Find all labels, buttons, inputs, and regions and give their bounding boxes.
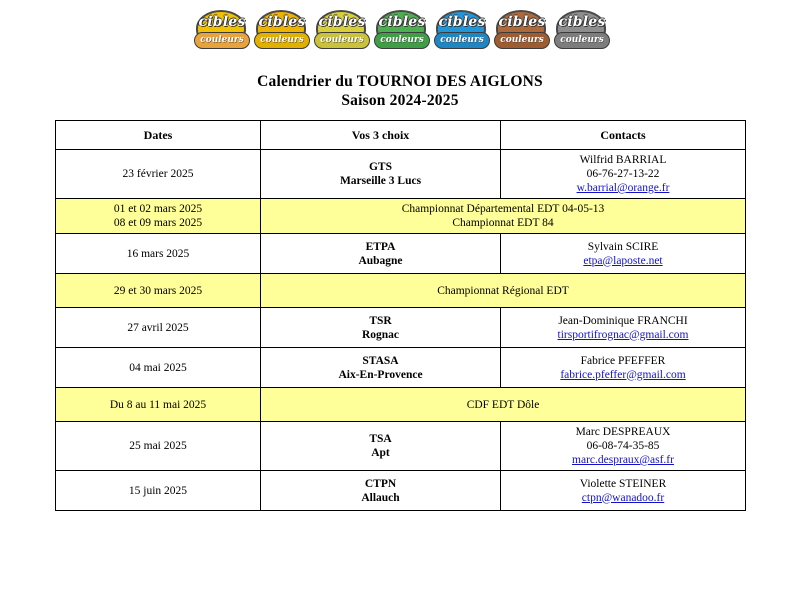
table-header-row <box>56 121 746 150</box>
logo-wordmark: cibles <box>378 14 426 30</box>
text-line: CTPN <box>364 477 397 490</box>
logo-ribbon <box>374 32 430 49</box>
logo-ribbon-label: couleurs <box>500 35 544 45</box>
page-title: Calendrier du TOURNOI DES AIGLONS <box>257 73 543 90</box>
text-line: 08 et 09 mars 2025 <box>113 217 203 229</box>
table-row <box>56 308 746 348</box>
logo-ribbon <box>434 32 490 49</box>
text-line: Marc DESPREAUX <box>575 426 671 438</box>
contact-email-link[interactable]: ctpn@wanadoo.fr <box>581 491 665 504</box>
logo-ribbon-label: couleurs <box>440 35 484 45</box>
logo-wordmark: cibles <box>198 14 246 30</box>
column-header-choices: Vos 3 choix <box>261 121 501 150</box>
contact-email-link[interactable]: etpa@laposte.net <box>583 254 663 267</box>
text-line: Wilfrid BARRIAL <box>579 154 667 166</box>
text-line: Sylvain SCIRE <box>587 240 659 253</box>
cell-contact <box>501 150 746 199</box>
table-row <box>56 422 746 471</box>
text-line: GTS <box>368 161 392 173</box>
column-header-dates: Dates <box>56 121 261 150</box>
cell-contact <box>501 471 746 511</box>
cell-choice <box>261 348 501 388</box>
column-header-contacts: Contacts <box>501 121 746 150</box>
logo-wordmark: cibles <box>258 14 306 30</box>
text-line: Fabrice PFEFFER <box>580 354 666 367</box>
text-line: 06-08-74-35-85 <box>586 440 660 452</box>
calendar-table-wrap <box>55 120 745 511</box>
cell-choice <box>261 471 501 511</box>
text-line: 06-76-27-13-22 <box>586 168 660 180</box>
text-line: Jean-Dominique FRANCHI <box>558 314 688 327</box>
logo-wordmark: cibles <box>318 14 366 30</box>
cell-choice <box>261 150 501 199</box>
text-line: TSA <box>369 433 392 445</box>
text-line: 29 et 30 mars 2025 <box>113 284 203 297</box>
logo-cibles-couleurs <box>430 10 494 56</box>
page-subtitle: Saison 2024-2025 <box>341 92 459 109</box>
text-line: 27 avril 2025 <box>127 321 189 334</box>
table-row <box>56 471 746 511</box>
logo-ribbon <box>194 32 250 49</box>
text-line: 15 juin 2025 <box>128 484 188 497</box>
logo-cibles-couleurs <box>490 10 554 56</box>
text-line: Championnat Départemental EDT 04-05-13 <box>401 203 605 215</box>
logo-ribbon-label: couleurs <box>560 35 604 45</box>
cell-dates <box>56 150 261 199</box>
table-row <box>56 388 746 422</box>
cell-choice <box>261 234 501 274</box>
table-row <box>56 150 746 199</box>
contact-email-link[interactable]: marc.despraux@asf.fr <box>572 454 674 466</box>
cell-event-merged <box>261 388 746 422</box>
cell-event-merged <box>261 199 746 234</box>
cell-dates <box>56 234 261 274</box>
logo-ribbon-label: couleurs <box>200 35 244 45</box>
contact-email-link[interactable]: tirsportifrognac@gmail.com <box>557 328 689 341</box>
cell-contact <box>501 348 746 388</box>
calendar-table <box>55 120 746 511</box>
text-line: CDF EDT Dôle <box>466 398 540 411</box>
cell-dates <box>56 308 261 348</box>
text-line: STASA <box>362 354 399 367</box>
calendar-table-body <box>56 150 746 511</box>
logo-ribbon <box>494 32 550 49</box>
text-line: TSR <box>369 314 392 327</box>
cell-dates <box>56 274 261 308</box>
logo-wordmark: cibles <box>498 14 546 30</box>
logo-ribbon-label: couleurs <box>380 35 424 45</box>
text-line: 04 mai 2025 <box>129 361 187 374</box>
logo-cibles-couleurs <box>310 10 374 56</box>
text-line: Du 8 au 11 mai 2025 <box>109 398 207 411</box>
logo-ribbon <box>554 32 610 49</box>
logo-ribbon-label: couleurs <box>260 35 304 45</box>
contact-email-link[interactable]: fabrice.pfeffer@gmail.com <box>560 368 686 381</box>
text-line: Aubagne <box>358 254 403 267</box>
contact-email-link[interactable]: w.barrial@orange.fr <box>576 182 670 194</box>
text-line: Apt <box>371 447 390 459</box>
cell-dates <box>56 388 261 422</box>
text-line: Rognac <box>361 328 400 341</box>
text-line: 25 mai 2025 <box>129 440 187 452</box>
table-row <box>56 348 746 388</box>
logo-wordmark: cibles <box>558 14 606 30</box>
logo-cibles-couleurs <box>190 10 254 56</box>
logo-ribbon <box>254 32 310 49</box>
logo-ribbon <box>314 32 370 49</box>
text-line: Championnat EDT 84 <box>452 217 554 229</box>
text-line: Marseille 3 Lucs <box>339 175 422 187</box>
table-row <box>56 199 746 234</box>
text-line: ETPA <box>365 240 396 253</box>
cell-choice <box>261 422 501 471</box>
logo-wordmark: cibles <box>438 14 486 30</box>
cell-dates <box>56 348 261 388</box>
table-row <box>56 274 746 308</box>
text-line: 01 et 02 mars 2025 <box>113 203 203 215</box>
logo-cibles-couleurs <box>250 10 314 56</box>
text-line: 16 mars 2025 <box>126 247 190 260</box>
text-line: 23 février 2025 <box>122 168 194 180</box>
cell-dates <box>56 199 261 234</box>
cell-contact <box>501 234 746 274</box>
logo-ribbon-label: couleurs <box>320 35 364 45</box>
logo-cibles-couleurs <box>550 10 614 56</box>
text-line: Violette STEINER <box>579 477 667 490</box>
cell-contact <box>501 308 746 348</box>
logo-strip <box>0 0 800 62</box>
text-line: Aix-En-Provence <box>338 368 423 381</box>
text-line: Championnat Régional EDT <box>437 284 569 297</box>
table-row <box>56 234 746 274</box>
logo-cibles-couleurs <box>370 10 434 56</box>
cell-event-merged <box>261 274 746 308</box>
text-line: Allauch <box>361 491 400 504</box>
cell-dates <box>56 471 261 511</box>
cell-contact <box>501 422 746 471</box>
cell-dates <box>56 422 261 471</box>
cell-choice <box>261 308 501 348</box>
